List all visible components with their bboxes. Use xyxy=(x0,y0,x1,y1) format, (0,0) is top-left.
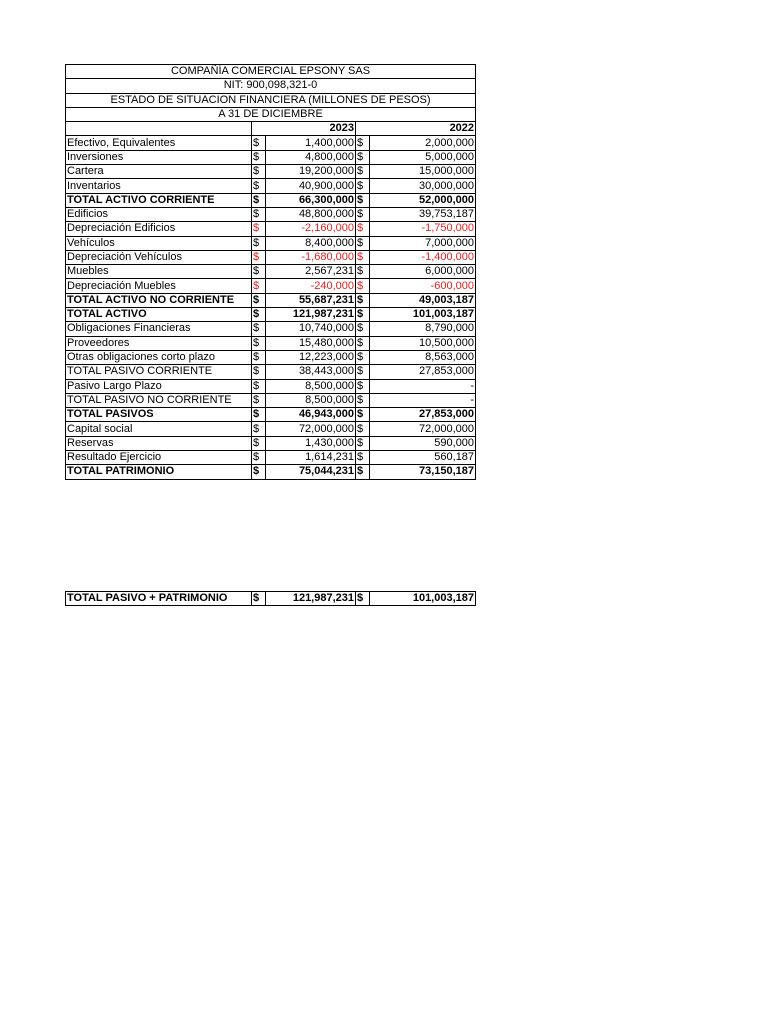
row-label[interactable]: TOTAL ACTIVO NO CORRIENTE xyxy=(66,293,252,307)
value-2022[interactable]: -600,000 xyxy=(370,279,476,293)
table-row xyxy=(66,465,476,479)
row-label[interactable]: Depreciación Muebles xyxy=(66,279,252,293)
year-2022-header[interactable]: 2022 xyxy=(356,122,476,136)
table-row xyxy=(66,222,476,236)
value-2022[interactable]: 52,000,000 xyxy=(370,193,476,207)
currency-cell-2022[interactable]: $ xyxy=(356,308,370,322)
currency-cell-2022[interactable]: $ xyxy=(356,336,370,350)
value-2023[interactable]: 1,400,000 xyxy=(266,136,356,150)
currency-cell-2023[interactable]: $ xyxy=(252,322,266,336)
currency-cell-2023[interactable]: $ xyxy=(252,592,266,606)
currency-cell-2022[interactable]: $ xyxy=(356,279,370,293)
row-label[interactable]: Vehículos xyxy=(66,236,252,250)
value-2023[interactable]: 4,800,000 xyxy=(266,150,356,164)
company-title-row xyxy=(66,65,476,79)
currency-cell-2022[interactable]: $ xyxy=(356,408,370,422)
grand-total-label[interactable]: TOTAL PASIVO + PATRIMONIO xyxy=(66,592,252,606)
currency-cell-2023[interactable]: $ xyxy=(252,422,266,436)
table-row xyxy=(66,393,476,407)
value-2022[interactable]: 6,000,000 xyxy=(370,265,476,279)
table-row xyxy=(66,236,476,250)
value-2022[interactable]: 8,790,000 xyxy=(370,322,476,336)
row-label[interactable]: TOTAL ACTIVO xyxy=(66,308,252,322)
table-row xyxy=(66,293,476,307)
currency-cell-2022[interactable]: $ xyxy=(356,393,370,407)
currency-cell-2023[interactable]: $ xyxy=(252,350,266,364)
value-2023[interactable]: 48,800,000 xyxy=(266,207,356,221)
currency-cell-2022[interactable]: $ xyxy=(356,379,370,393)
row-label[interactable]: Otras obligaciones corto plazo xyxy=(66,350,252,364)
company-nit[interactable]: NIT: 900,098,321-0 xyxy=(66,79,476,93)
grand-total-table xyxy=(65,591,476,606)
currency-cell-2023[interactable]: $ xyxy=(252,207,266,221)
row-label[interactable]: Cartera xyxy=(66,165,252,179)
table-row xyxy=(66,165,476,179)
currency-cell-2022[interactable]: $ xyxy=(356,179,370,193)
currency-cell-2023[interactable]: $ xyxy=(252,265,266,279)
value-2023[interactable]: 38,443,000 xyxy=(266,365,356,379)
value-2022[interactable]: -1,400,000 xyxy=(370,250,476,264)
value-2023[interactable]: 8,400,000 xyxy=(266,236,356,250)
value-2023[interactable]: 75,044,231 xyxy=(266,465,356,479)
table-row xyxy=(66,422,476,436)
date-row xyxy=(66,107,476,121)
row-label[interactable]: Efectivo, Equivalentes xyxy=(66,136,252,150)
currency-cell-2022[interactable]: $ xyxy=(356,436,370,450)
currency-cell-2022[interactable]: $ xyxy=(356,250,370,264)
row-label[interactable]: Obligaciones Financieras xyxy=(66,322,252,336)
table-row xyxy=(66,379,476,393)
currency-cell-2023[interactable]: $ xyxy=(252,279,266,293)
currency-cell-2023[interactable]: $ xyxy=(252,436,266,450)
currency-cell-2022[interactable]: $ xyxy=(356,451,370,465)
row-label[interactable]: Depreciación Vehículos xyxy=(66,250,252,264)
currency-cell-2022[interactable]: $ xyxy=(356,350,370,364)
value-2023[interactable]: 8,500,000 xyxy=(266,393,356,407)
table-row xyxy=(66,193,476,207)
value-2023[interactable]: -2,160,000 xyxy=(266,222,356,236)
table-row xyxy=(66,350,476,364)
value-2022[interactable]: - xyxy=(370,379,476,393)
value-2023[interactable]: 121,987,231 xyxy=(266,308,356,322)
currency-cell-2022[interactable]: $ xyxy=(356,222,370,236)
currency-cell-2023[interactable]: $ xyxy=(252,336,266,350)
table-row xyxy=(66,365,476,379)
table-row xyxy=(66,451,476,465)
value-2023[interactable]: -1,680,000 xyxy=(266,250,356,264)
value-2022[interactable]: 101,003,187 xyxy=(370,308,476,322)
table-row xyxy=(66,150,476,164)
row-label[interactable]: Resultado Ejercicio xyxy=(66,451,252,465)
year-header-row xyxy=(66,122,476,136)
row-label[interactable]: TOTAL ACTIVO CORRIENTE xyxy=(66,193,252,207)
currency-cell-2023[interactable]: $ xyxy=(252,179,266,193)
value-2022[interactable]: 5,000,000 xyxy=(370,150,476,164)
currency-cell-2023[interactable]: $ xyxy=(252,408,266,422)
currency-cell-2022[interactable]: $ xyxy=(356,293,370,307)
value-2022[interactable]: 590,000 xyxy=(370,436,476,450)
currency-cell-2022[interactable]: $ xyxy=(356,165,370,179)
value-2022[interactable]: 10,500,000 xyxy=(370,336,476,350)
table-row xyxy=(66,207,476,221)
grand-total-row xyxy=(66,592,476,606)
value-2023[interactable]: 1,614,231 xyxy=(266,451,356,465)
row-label[interactable]: Proveedores xyxy=(66,336,252,350)
table-row xyxy=(66,250,476,264)
currency-cell-2023[interactable]: $ xyxy=(252,250,266,264)
row-label[interactable]: Edificios xyxy=(66,207,252,221)
table-row xyxy=(66,136,476,150)
value-2022[interactable]: 72,000,000 xyxy=(370,422,476,436)
value-2022[interactable]: 15,000,000 xyxy=(370,165,476,179)
value-2022[interactable]: 27,853,000 xyxy=(370,365,476,379)
value-2023[interactable]: 19,200,000 xyxy=(266,165,356,179)
value-2023[interactable]: 55,687,231 xyxy=(266,293,356,307)
table-row xyxy=(66,265,476,279)
currency-cell-2023[interactable]: $ xyxy=(252,308,266,322)
balance-sheet-table xyxy=(65,64,476,480)
value-2022[interactable]: 560,187 xyxy=(370,451,476,465)
row-label[interactable]: Pasivo Largo Plazo xyxy=(66,379,252,393)
currency-cell-2022[interactable]: $ xyxy=(356,150,370,164)
value-2023[interactable]: 1,430,000 xyxy=(266,436,356,450)
table-row xyxy=(66,408,476,422)
currency-cell-2023[interactable]: $ xyxy=(252,136,266,150)
row-label[interactable]: Depreciación Edificios xyxy=(66,222,252,236)
table-row xyxy=(66,322,476,336)
currency-cell-2023[interactable]: $ xyxy=(252,365,266,379)
table-row xyxy=(66,279,476,293)
statement-row xyxy=(66,93,476,107)
row-label[interactable]: Capital social xyxy=(66,422,252,436)
row-label[interactable]: Muebles xyxy=(66,265,252,279)
currency-cell-2022[interactable]: $ xyxy=(356,207,370,221)
value-2022[interactable]: 27,853,000 xyxy=(370,408,476,422)
currency-cell-2023[interactable]: $ xyxy=(252,193,266,207)
currency-cell-2023[interactable]: $ xyxy=(252,379,266,393)
table-row xyxy=(66,336,476,350)
row-label[interactable]: TOTAL PASIVO NO CORRIENTE xyxy=(66,393,252,407)
table-row xyxy=(66,308,476,322)
currency-cell-2023[interactable]: $ xyxy=(252,465,266,479)
table-row xyxy=(66,436,476,450)
row-label[interactable]: Inversiones xyxy=(66,150,252,164)
company-name[interactable]: COMPAÑÍA COMERCIAL EPSONY SAS xyxy=(66,65,476,79)
currency-cell-2022[interactable]: $ xyxy=(356,265,370,279)
header-blank-cell[interactable] xyxy=(66,122,252,136)
currency-cell-2022[interactable]: $ xyxy=(356,592,370,606)
currency-cell-2023[interactable]: $ xyxy=(252,293,266,307)
value-2023[interactable]: 66,300,000 xyxy=(266,193,356,207)
value-2023[interactable]: -240,000 xyxy=(266,279,356,293)
value-2023[interactable]: 40,900,000 xyxy=(266,179,356,193)
grand-total-2023[interactable]: 121,987,231 xyxy=(266,592,356,606)
currency-cell-2022[interactable]: $ xyxy=(356,365,370,379)
value-2023[interactable]: 72,000,000 xyxy=(266,422,356,436)
currency-cell-2022[interactable]: $ xyxy=(356,422,370,436)
value-2023[interactable]: 10,740,000 xyxy=(266,322,356,336)
nit-row xyxy=(66,79,476,93)
currency-cell-2023[interactable]: $ xyxy=(252,150,266,164)
value-2022[interactable]: -1,750,000 xyxy=(370,222,476,236)
currency-cell-2023[interactable]: $ xyxy=(252,451,266,465)
value-2023[interactable]: 8,500,000 xyxy=(266,379,356,393)
value-2022[interactable]: - xyxy=(370,393,476,407)
currency-cell-2023[interactable]: $ xyxy=(252,393,266,407)
currency-cell-2023[interactable]: $ xyxy=(252,222,266,236)
statement-date[interactable]: A 31 DE DICIEMBRE xyxy=(66,107,476,121)
currency-cell-2022[interactable]: $ xyxy=(356,193,370,207)
currency-cell-2023[interactable]: $ xyxy=(252,236,266,250)
value-2023[interactable]: 12,223,000 xyxy=(266,350,356,364)
currency-cell-2022[interactable]: $ xyxy=(356,236,370,250)
row-label[interactable]: TOTAL PATRIMONIO xyxy=(66,465,252,479)
row-label[interactable]: Reservas xyxy=(66,436,252,450)
value-2023[interactable]: 2,567,231 xyxy=(266,265,356,279)
currency-cell-2022[interactable]: $ xyxy=(356,322,370,336)
statement-title[interactable]: ESTADO DE SITUACION FINANCIERA (MILLONES DE PESOS) xyxy=(66,93,476,107)
value-2022[interactable]: 30,000,000 xyxy=(370,179,476,193)
value-2022[interactable]: 7,000,000 xyxy=(370,236,476,250)
row-label[interactable]: TOTAL PASIVO CORRIENTE xyxy=(66,365,252,379)
currency-cell-2022[interactable]: $ xyxy=(356,136,370,150)
value-2022[interactable]: 39,753,187 xyxy=(370,207,476,221)
currency-cell-2022[interactable]: $ xyxy=(356,465,370,479)
value-2023[interactable]: 15,480,000 xyxy=(266,336,356,350)
currency-cell-2023[interactable]: $ xyxy=(252,165,266,179)
table-row xyxy=(66,179,476,193)
row-label[interactable]: TOTAL PASIVOS xyxy=(66,408,252,422)
value-2022[interactable]: 73,150,187 xyxy=(370,465,476,479)
grand-total-2022[interactable]: 101,003,187 xyxy=(370,592,476,606)
value-2023[interactable]: 46,943,000 xyxy=(266,408,356,422)
value-2022[interactable]: 2,000,000 xyxy=(370,136,476,150)
year-2023-header[interactable]: 2023 xyxy=(252,122,356,136)
value-2022[interactable]: 8,563,000 xyxy=(370,350,476,364)
row-label[interactable]: Inventarios xyxy=(66,179,252,193)
value-2022[interactable]: 49,003,187 xyxy=(370,293,476,307)
